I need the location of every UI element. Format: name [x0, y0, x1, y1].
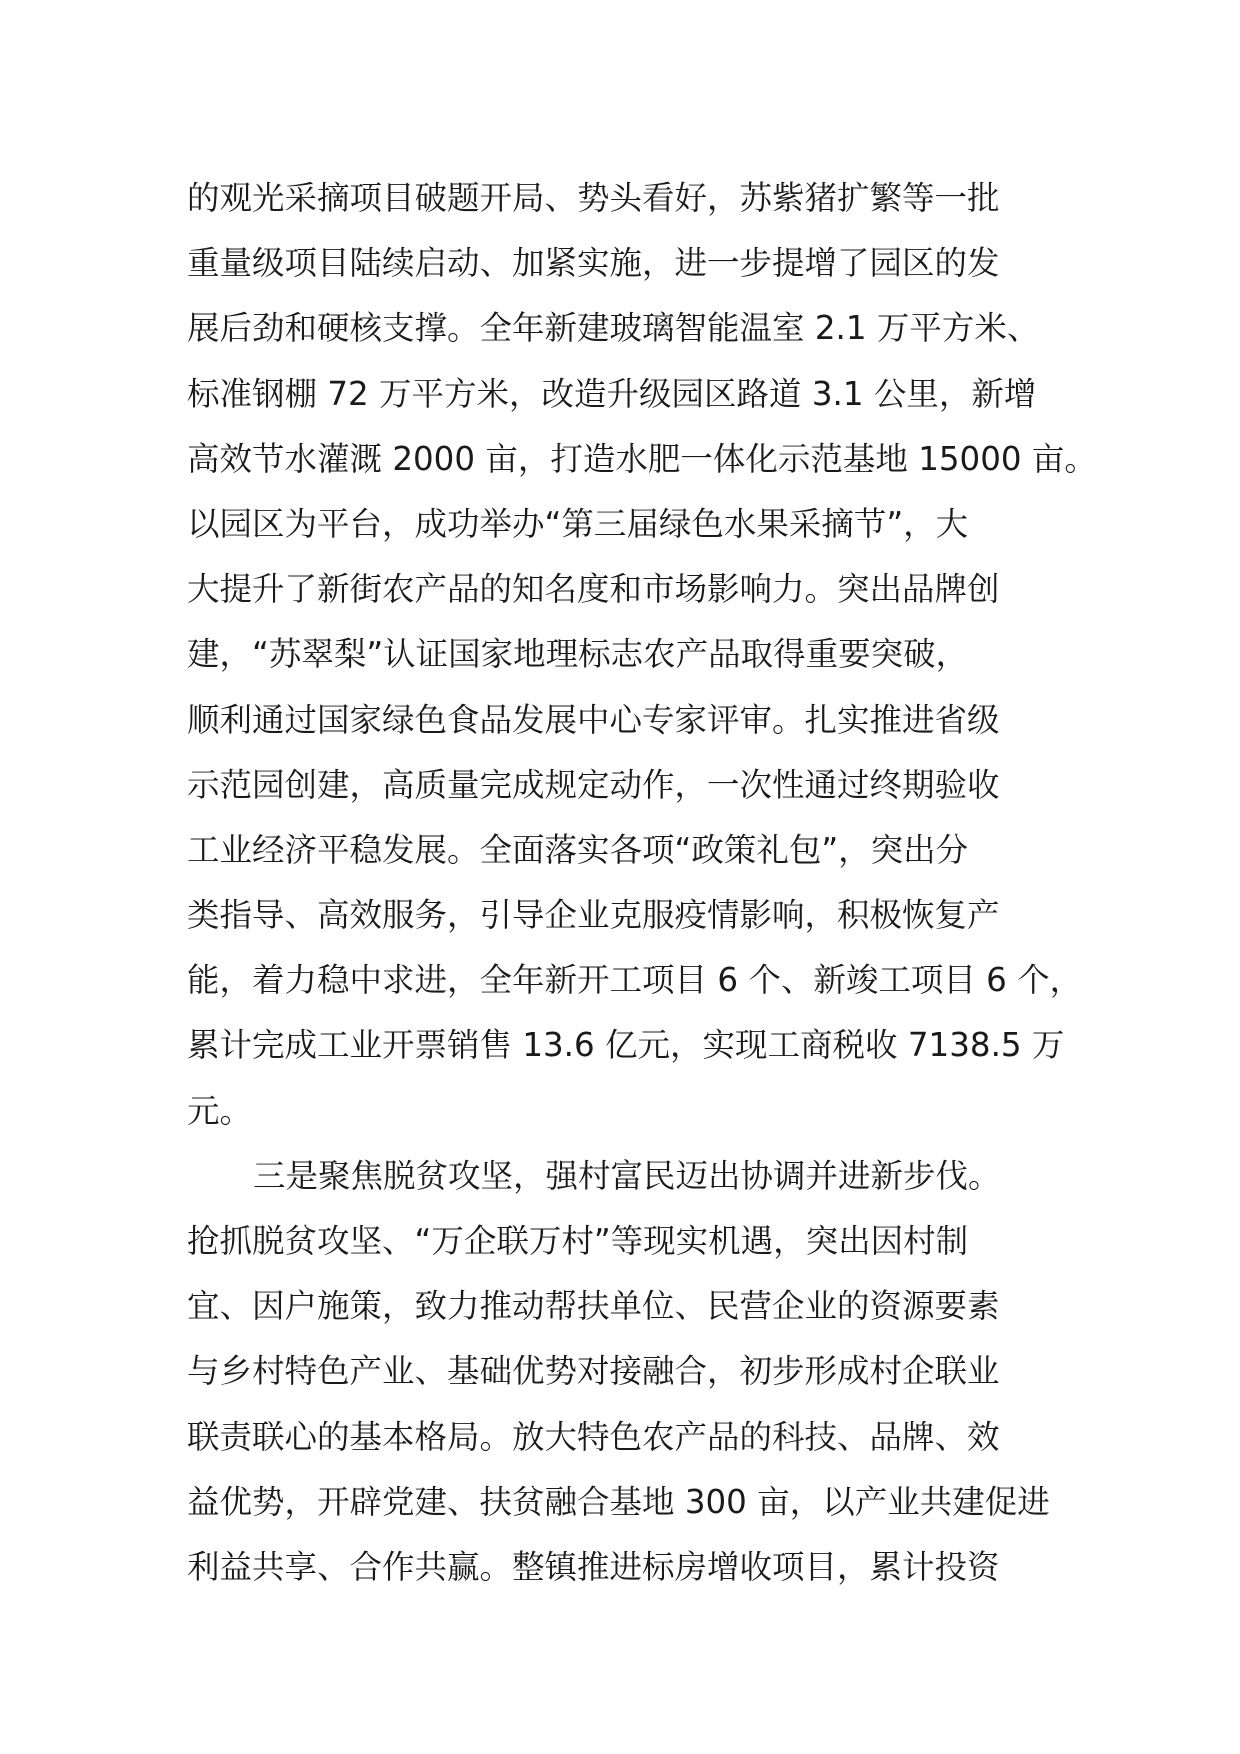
text-line: 展后劲和硬核支撑。全年新建玻璃智能温室 2.1 万平方米、: [187, 309, 1040, 348]
text-line: 利益共享、合作共赢。整镇推进标房增收项目，累计投资: [187, 1547, 1000, 1586]
text-line: 以园区为平台，成功举办“第三届绿色水果采摘节”，大: [187, 504, 969, 543]
text-line: 工业经济平稳发展。全面落实各项“政策礼包”，突出分: [187, 830, 969, 869]
text-line: 与乡村特色产业、基础优势对接融合，初步形成村企联业: [187, 1352, 1000, 1391]
text-line: 标准钢棚 72 万平方米，改造升级园区路道 3.1 公里，新增: [187, 374, 1037, 413]
text-line: 示范园创建，高质量完成规定动作，一次性通过终期验收: [187, 765, 1000, 804]
text-line: 宜、因户施策，致力推动帮扶单位、民营企业的资源要素: [187, 1287, 1000, 1326]
section-heading-line: 三是聚焦脱贫攻坚，强村富民迈出协调并进新步伐。: [253, 1156, 1001, 1195]
text-line: 高效节水灌溉 2000 亩，打造水肥一体化示范基地 15000 亩。: [187, 439, 1097, 478]
text-line: 累计完成工业开票销售 13.6 亿元，实现工商税收 7138.5 万: [187, 1026, 1065, 1065]
text-line: 抢抓脱贫攻坚、“万企联万村”等现实机遇，突出因村制: [187, 1222, 969, 1260]
text-line: 元。: [187, 1091, 253, 1130]
text-line: 建，“苏翠梨”认证国家地理标志农产品取得重要突破，: [187, 635, 969, 674]
text-line: 重量级项目陆续启动、加紧实施，进一步提增了园区的发: [187, 244, 1000, 283]
text-line: 大提升了新街农产品的知名度和市场影响力。突出品牌创: [187, 570, 1000, 609]
text-line: 顺利通过国家绿色食品发展中心专家评审。扎实推进省级: [187, 700, 1000, 739]
text-line: 联责联心的基本格局。放大特色农产品的科技、品牌、效: [187, 1417, 1000, 1456]
text-line: 类指导、高效服务，引导企业克服疫情影响，积极恢复产: [187, 896, 1000, 935]
text-line: 的观光采摘项目破题开局、势头看好，苏紫猪扩繁等一批: [187, 179, 1000, 217]
text-line: 益优势，开辟党建、扶贫融合基地 300 亩，以产业共建促进: [187, 1482, 1050, 1521]
text-line: 能，着力稳中求进，全年新开工项目 6 个、新竣工项目 6 个，: [187, 961, 1083, 1000]
body-text: [187, 166, 1097, 1600]
